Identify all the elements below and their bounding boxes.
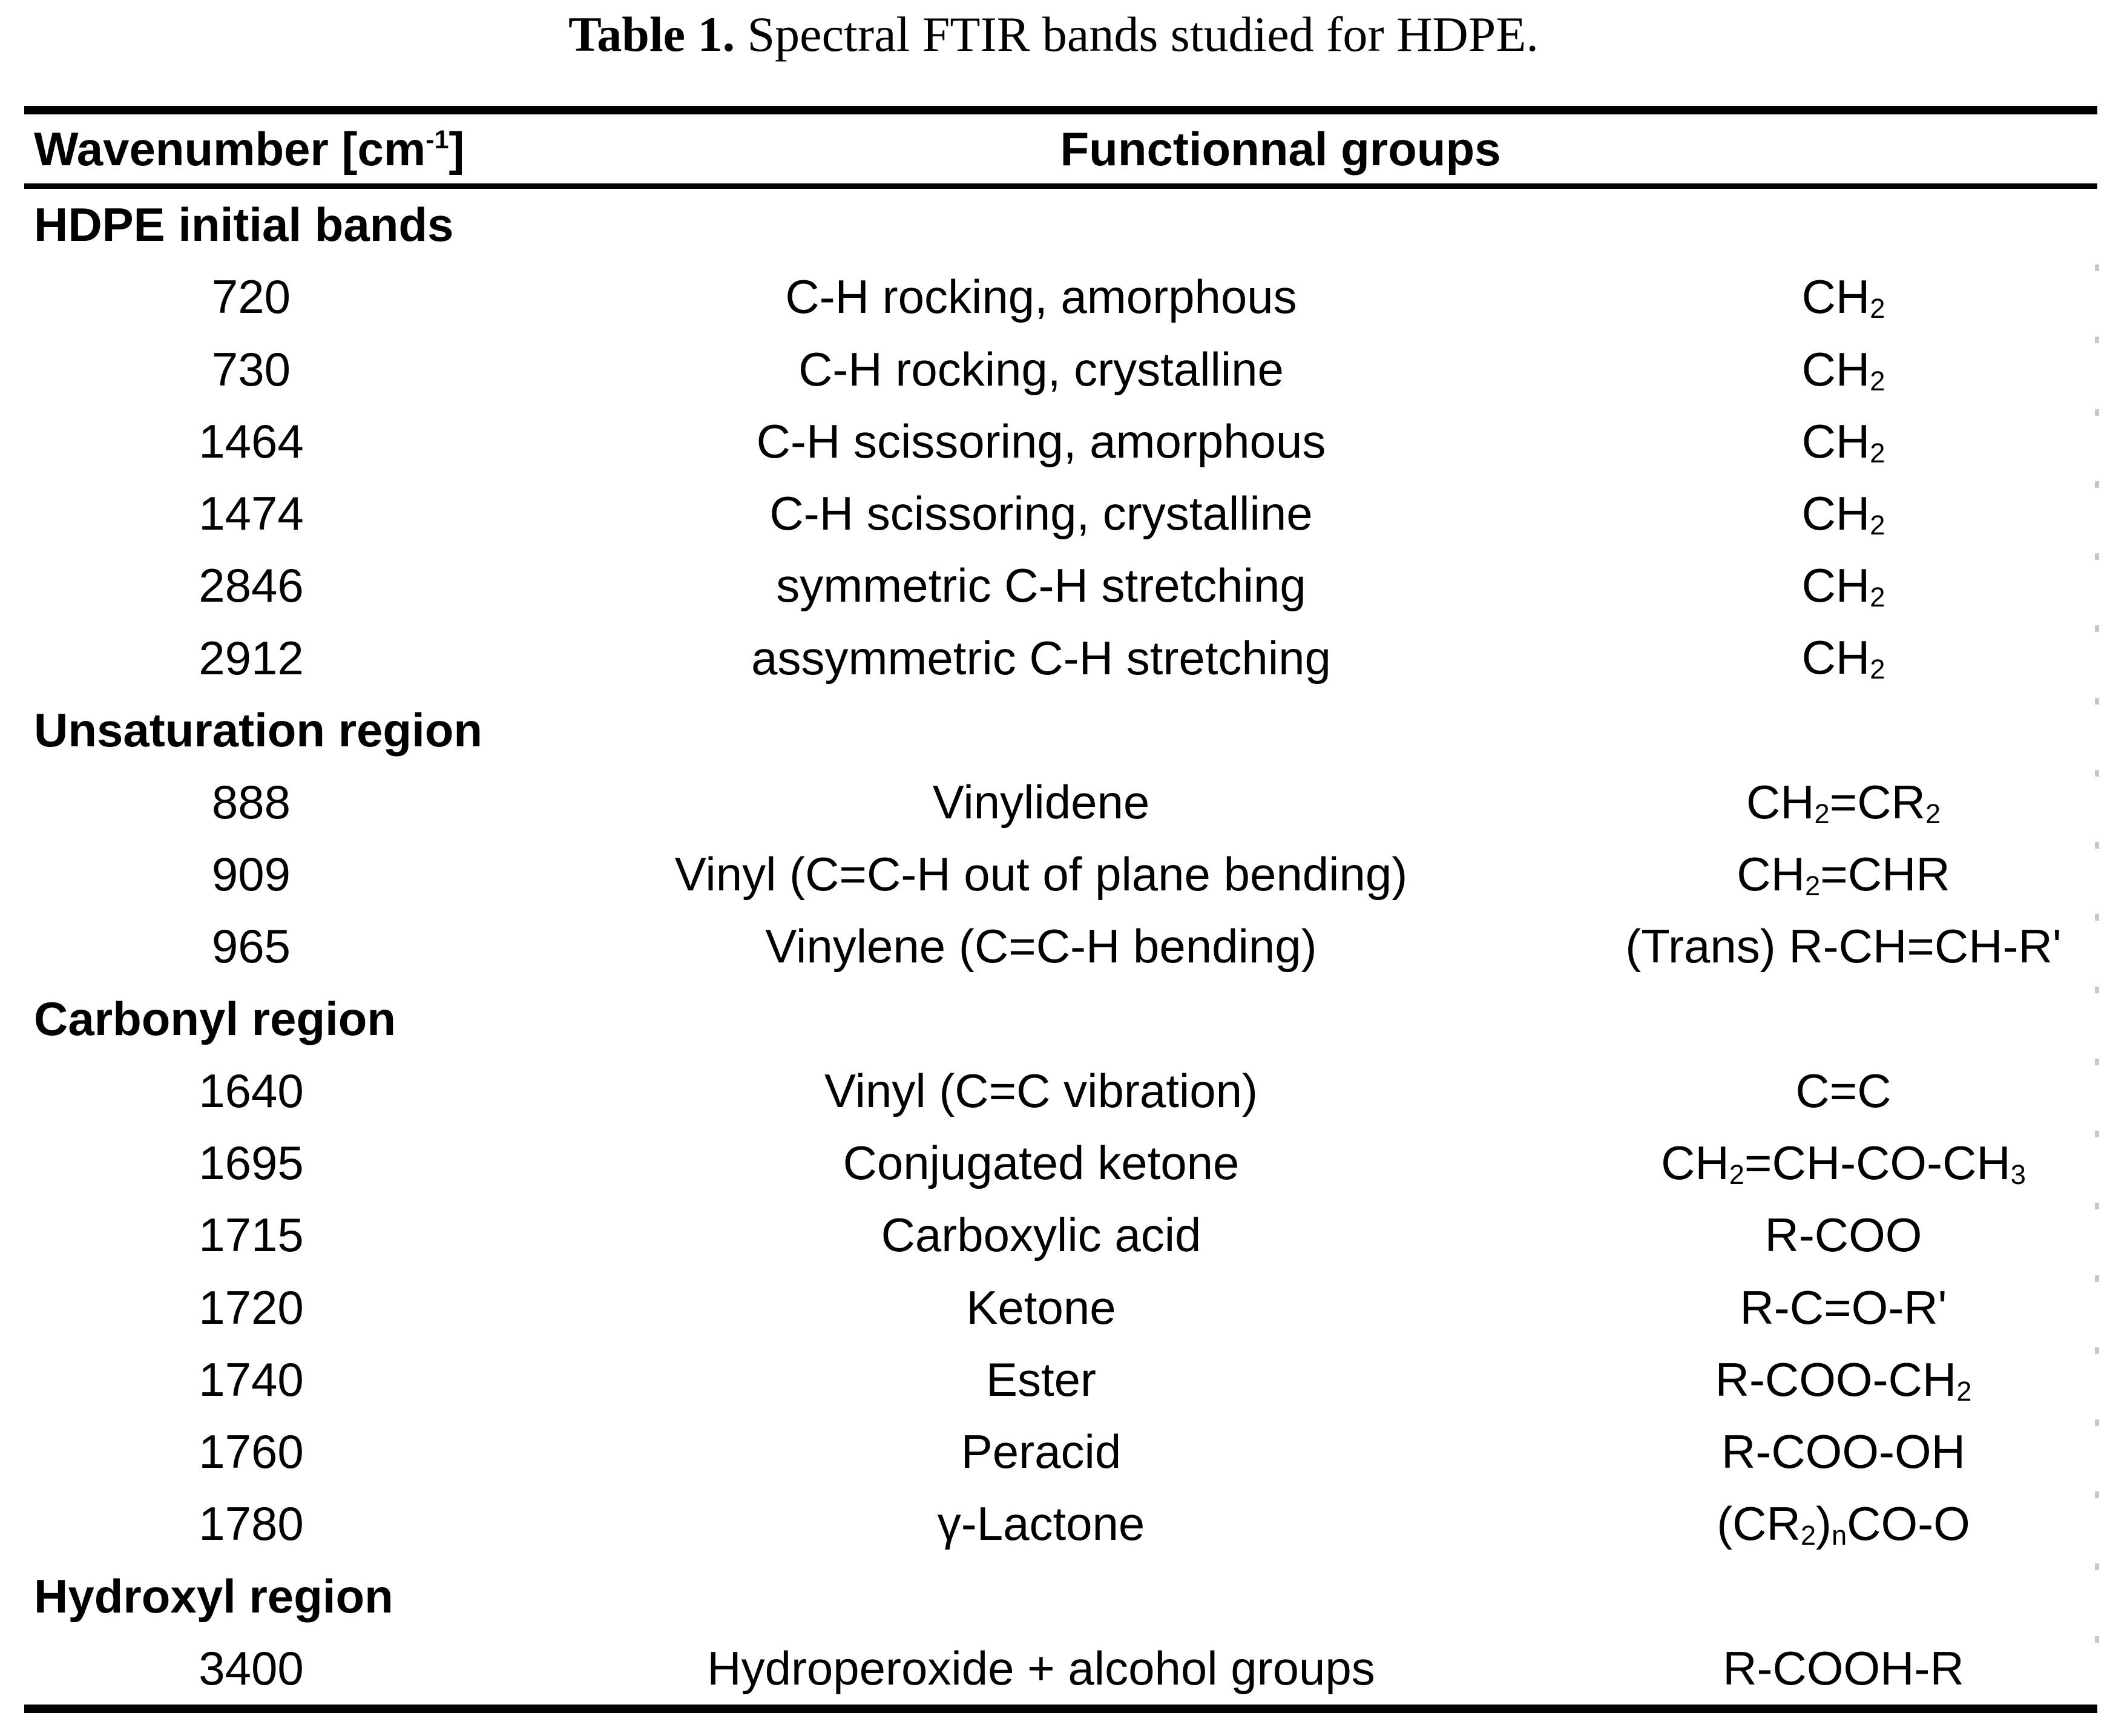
table-row bbox=[0, 622, 2107, 694]
table-row bbox=[0, 261, 2107, 333]
formula-cell: R-COO-OH bbox=[1721, 1425, 1965, 1479]
formula-cell: R-COOH-R bbox=[1723, 1641, 1964, 1695]
table-section-row bbox=[0, 983, 2107, 1055]
formula-cell: $CH_2$ bbox=[1801, 342, 1885, 396]
table-row bbox=[0, 1127, 2107, 1199]
table-row bbox=[0, 1344, 2107, 1416]
wavenumber-cell: 1464 bbox=[199, 414, 304, 468]
table-row bbox=[0, 766, 2107, 838]
formula-cell: $CH_2$ bbox=[1801, 631, 1885, 685]
wavenumber-cell: 1474 bbox=[199, 487, 304, 541]
formula-cell: R-COO bbox=[1764, 1208, 1922, 1262]
table-row bbox=[0, 838, 2107, 910]
formula-cell: $(CR_2)_nCO-O$ bbox=[1717, 1497, 1970, 1551]
description-cell: Peracid bbox=[961, 1425, 1122, 1479]
wavenumber-cell: 1640 bbox=[199, 1064, 304, 1117]
description-cell: Vinylidene bbox=[932, 775, 1150, 829]
formula-cell: $CH_2$ bbox=[1801, 486, 1885, 541]
wavenumber-column-header bbox=[0, 122, 502, 177]
formula-cell: (Trans) R-CH=CH-R' bbox=[1625, 919, 2062, 973]
table-row bbox=[0, 550, 2107, 622]
description-cell: Vinylene (C=C-H bending) bbox=[765, 919, 1317, 973]
wavenumber-cell: 1695 bbox=[199, 1136, 304, 1190]
description-cell: γ-Lactone bbox=[937, 1497, 1145, 1551]
section-label: HDPE initial bands bbox=[34, 198, 454, 252]
formula-cell: $CH_2=CHR$ bbox=[1737, 847, 1950, 902]
description-cell: C-H rocking, crystalline bbox=[798, 342, 1284, 396]
section-label: Unsaturation region bbox=[34, 703, 483, 757]
table-header-row bbox=[0, 114, 2107, 183]
table-rule-bottom bbox=[24, 1705, 2097, 1713]
description-cell: assymmetric C-H stretching bbox=[751, 631, 1331, 685]
formula-cell: $R-COO-CH_2$ bbox=[1715, 1352, 1972, 1407]
table-row bbox=[0, 1632, 2107, 1705]
wavenumber-cell: 730 bbox=[211, 342, 291, 396]
description-cell: C-H rocking, amorphous bbox=[785, 270, 1297, 324]
table-rule-top bbox=[24, 106, 2097, 114]
wavenumber-cell: 1760 bbox=[199, 1425, 304, 1479]
description-cell: Conjugated ketone bbox=[843, 1136, 1240, 1190]
table-section-row bbox=[0, 1560, 2107, 1632]
table-row bbox=[0, 1272, 2107, 1344]
table-row bbox=[0, 910, 2107, 982]
wavenumber-cell: 2912 bbox=[199, 631, 304, 685]
wavenumber-cell: 909 bbox=[211, 847, 291, 901]
table-section-row bbox=[0, 694, 2107, 766]
section-label: Carbonyl region bbox=[34, 991, 396, 1045]
description-cell: Hydroperoxide + alcohol groups bbox=[707, 1641, 1375, 1695]
description-cell: C-H scissoring, crystalline bbox=[769, 487, 1313, 541]
formula-cell: $CH_2=CR_2$ bbox=[1746, 775, 1941, 830]
wavenumber-cell: 1780 bbox=[199, 1497, 304, 1551]
description-cell: Vinyl (C=C-H out of plane bending) bbox=[674, 847, 1408, 901]
table-row bbox=[0, 478, 2107, 550]
description-cell: symmetric C-H stretching bbox=[776, 559, 1306, 613]
table-row bbox=[0, 1416, 2107, 1488]
wavenumber-header-bracket: ] bbox=[449, 122, 465, 176]
wavenumber-header-superscript: -1 bbox=[426, 125, 449, 154]
description-cell: Ester bbox=[985, 1352, 1097, 1406]
table-row bbox=[0, 1488, 2107, 1560]
table-body bbox=[0, 189, 2107, 1705]
wavenumber-cell: 965 bbox=[211, 919, 291, 973]
formula-cell: $CH_2=CH-CO-CH_3$ bbox=[1661, 1136, 2026, 1191]
table-row bbox=[0, 1199, 2107, 1271]
table-rule-under-header bbox=[24, 183, 2097, 189]
formula-cell: $CH_2$ bbox=[1801, 270, 1885, 324]
description-cell: C-H scissoring, amorphous bbox=[756, 414, 1326, 468]
wavenumber-cell: 888 bbox=[211, 775, 291, 829]
wavenumber-cell: 720 bbox=[211, 270, 291, 324]
table-caption-number: Table 1. bbox=[568, 7, 735, 62]
table-caption bbox=[0, 6, 2107, 63]
table-row bbox=[0, 333, 2107, 405]
formula-cell: C=C bbox=[1795, 1064, 1892, 1117]
functional-groups-column-header: Functionnal groups bbox=[1060, 122, 1501, 176]
wavenumber-cell: 1720 bbox=[199, 1280, 304, 1334]
table-caption-text: Spectral FTIR bands studied for HDPE. bbox=[735, 7, 1539, 62]
description-cell: Vinyl (C=C vibration) bbox=[824, 1064, 1258, 1117]
formula-cell: $CH_2$ bbox=[1801, 559, 1885, 613]
wavenumber-header-text: Wavenumber [cm bbox=[34, 122, 426, 176]
wavenumber-cell: 1715 bbox=[199, 1208, 304, 1262]
table-row bbox=[0, 406, 2107, 478]
wavenumber-cell: 3400 bbox=[199, 1641, 304, 1695]
wavenumber-cell: 1740 bbox=[199, 1352, 304, 1406]
formula-cell: $CH_2$ bbox=[1801, 414, 1885, 469]
wavenumber-cell: 2846 bbox=[199, 559, 304, 613]
table-section-row bbox=[0, 189, 2107, 261]
formula-cell: R-C=O-R' bbox=[1740, 1280, 1947, 1334]
section-label: Hydroxyl region bbox=[34, 1569, 393, 1623]
table-row bbox=[0, 1055, 2107, 1127]
description-cell: Ketone bbox=[966, 1280, 1116, 1334]
description-cell: Carboxylic acid bbox=[881, 1208, 1201, 1262]
